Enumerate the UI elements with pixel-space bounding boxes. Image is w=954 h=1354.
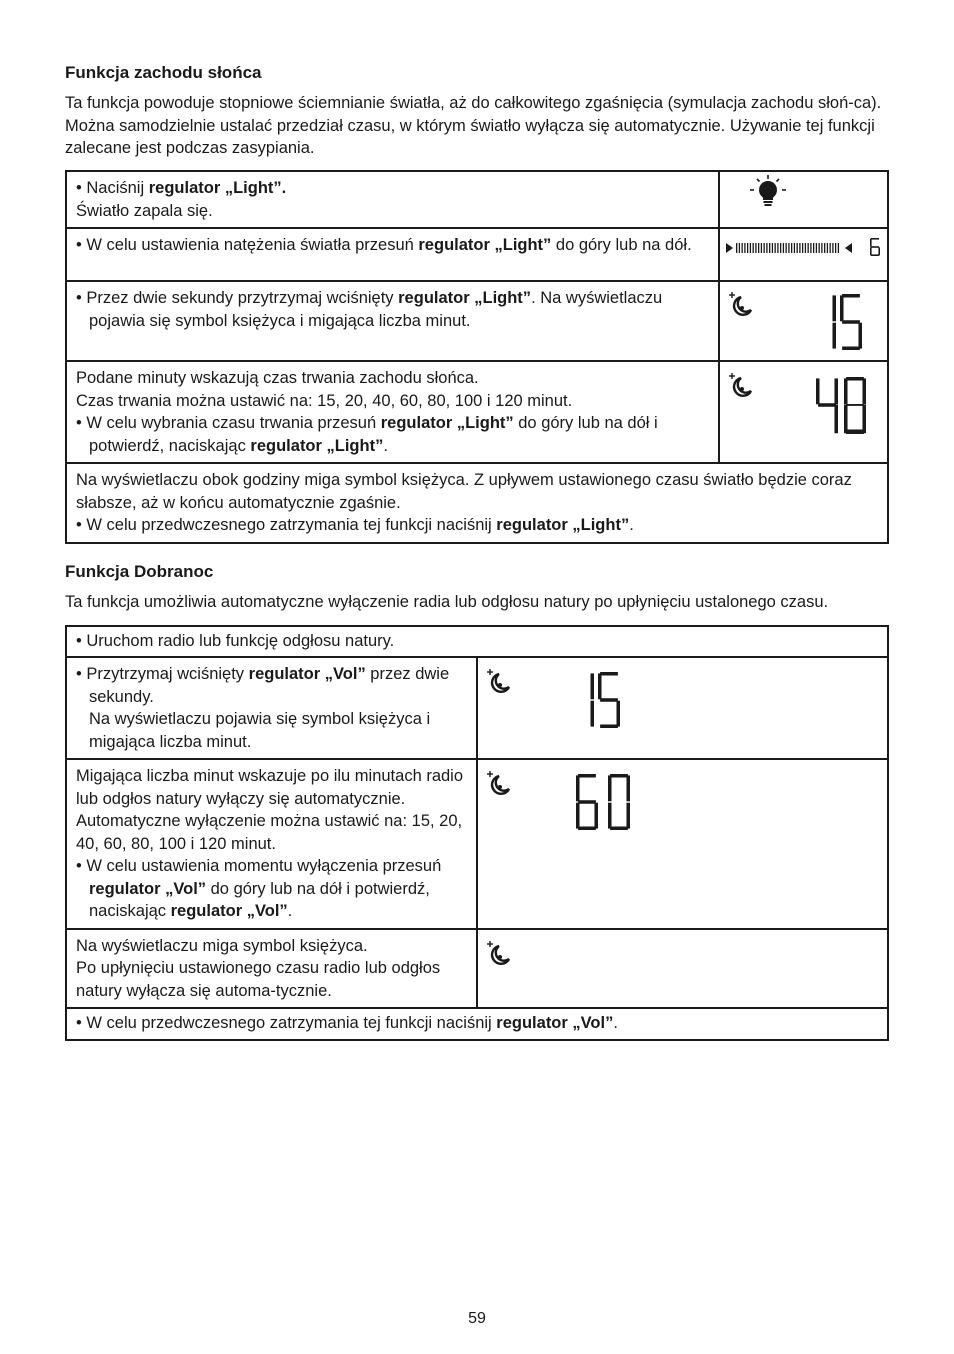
display-cell — [719, 281, 888, 361]
step-line: Automatyczne wyłączenie można ustawić na: 15, 20, 40, 60, 80, 100 i 120 minut. — [76, 812, 463, 853]
bullet-item: • W celu ustawienia momentu wyłączenia przesuń regulator „Vol” do góry lub na dół i potwierdź, naciskając regulator „Vol”. — [76, 855, 468, 923]
step-text — [66, 929, 477, 1009]
step-text — [66, 463, 888, 543]
display-digit-5 — [840, 294, 862, 350]
step-text — [66, 657, 477, 759]
table-row — [66, 463, 888, 543]
bullet-item: • Przytrzymaj wciśnięty regulator „Vol” przez dwie sekundy. — [76, 663, 468, 708]
display-cell — [719, 228, 888, 281]
display-digit-1 — [814, 294, 836, 350]
moon-icon — [728, 291, 752, 317]
table-row — [66, 228, 888, 281]
display-cell — [477, 657, 888, 759]
step-text — [66, 281, 719, 361]
display-cell — [719, 361, 888, 463]
table-row — [66, 626, 888, 657]
table-row — [66, 759, 888, 929]
table-row — [66, 171, 888, 228]
bullet-item: • W celu wybrania czasu trwania przesuń regulator „Light” do góry lub na dół i potwierdź, naciskając regulator „Light”. — [76, 412, 710, 457]
bullet-item: • Przez dwie sekundy przytrzymaj wciśnięty regulator „Light”. Na wyświetlaczu pojawia się symbol księżyca i migająca liczba minut. — [76, 287, 710, 332]
step-text — [66, 361, 719, 463]
moon-icon — [486, 940, 510, 966]
step-line: Po upłynięciu ustawionego czasu radio lub odgłos natury wyłącza się automa-tycznie. — [76, 959, 441, 1000]
display-cell — [477, 759, 888, 929]
step-line: Migająca liczba minut wskazuje po ilu minutach radio lub odgłos natury wyłączy się automatycznie. — [76, 767, 464, 808]
bullet-item: • W celu przedwczesnego zatrzymania tej funkcji naciśnij regulator „Vol”. — [76, 1012, 879, 1035]
step-text — [66, 626, 888, 657]
sunset-steps-table — [65, 170, 889, 544]
display-cell — [719, 171, 888, 228]
moon-icon — [486, 770, 510, 796]
table-row — [66, 657, 888, 759]
table-row — [66, 929, 888, 1009]
display-digit-0 — [844, 404, 866, 434]
step-line: Na wyświetlaczu obok godziny miga symbol księżyca. Z upływem ustawionego czasu światło będzie coraz słabsze, aż w końcu automatycznie zgaśnie. — [76, 471, 852, 512]
step-line: Na wyświetlaczu miga symbol księżyca. — [76, 936, 368, 955]
section-intro-goodnight: Ta funkcja umożliwia automatyczne wyłączenie radia lub odgłosu natury po upłynięciu ustalonego czasu. — [65, 593, 829, 611]
moon-icon — [728, 372, 752, 398]
section-heading-sunset: Funkcja zachodu słońca — [65, 63, 262, 82]
step-text — [66, 759, 477, 929]
display-digit-1 — [816, 404, 838, 434]
moon-icon — [486, 668, 510, 694]
step-text — [66, 1008, 888, 1040]
bullet-item: • W celu ustawienia natężenia światła przesuń regulator „Light” do góry lub na dół. — [76, 234, 710, 257]
step-text — [66, 228, 719, 281]
bullet-item: • W celu przedwczesnego zatrzymania tej funkcji naciśnij regulator „Light”. — [76, 514, 879, 537]
step-line: Podane minuty wskazują czas trwania zachodu słońca. — [76, 369, 479, 387]
display-digit-5 — [598, 672, 620, 728]
step-line: Czas trwania można ustawić na: 15, 20, 40, 60, 80, 100 i 120 minut. — [76, 391, 573, 410]
bullet-item: • Naciśnij regulator „Light”. — [76, 177, 710, 200]
table-row — [66, 1008, 888, 1040]
table-row — [66, 361, 888, 463]
display-digit-1 — [572, 672, 594, 728]
bulb-icon — [750, 175, 786, 211]
bullet-item: • Uruchom radio lub funkcję odgłosu natury. — [76, 630, 879, 653]
display-digit-6 — [870, 238, 880, 256]
step-line: Na wyświetlaczu pojawia się symbol księżyca i migająca liczba minut. — [89, 710, 431, 751]
section-intro-sunset: Ta funkcja powoduje stopniowe ściemnianie światła, aż do całkowitego zgaśnięcia (symulacja zachodu słoń-ca). Można samodzielnie ustalać przedział czasu, w którym światło wyłącza się automatycznie. Używanie tej funkcji zalecane jest podczas zasypiania. — [65, 94, 882, 157]
display-digit-6 — [574, 774, 600, 830]
goodnight-steps-table — [65, 625, 889, 1041]
display-digit-0 — [606, 774, 632, 830]
step-line: Światło zapala się. — [76, 201, 213, 220]
step-text — [66, 171, 719, 228]
page-number: 59 — [468, 1310, 486, 1327]
brightness-slider-icon — [726, 241, 852, 255]
table-row — [66, 281, 888, 361]
section-heading-goodnight: Funkcja Dobranoc — [65, 562, 214, 581]
display-cell — [477, 929, 888, 1009]
